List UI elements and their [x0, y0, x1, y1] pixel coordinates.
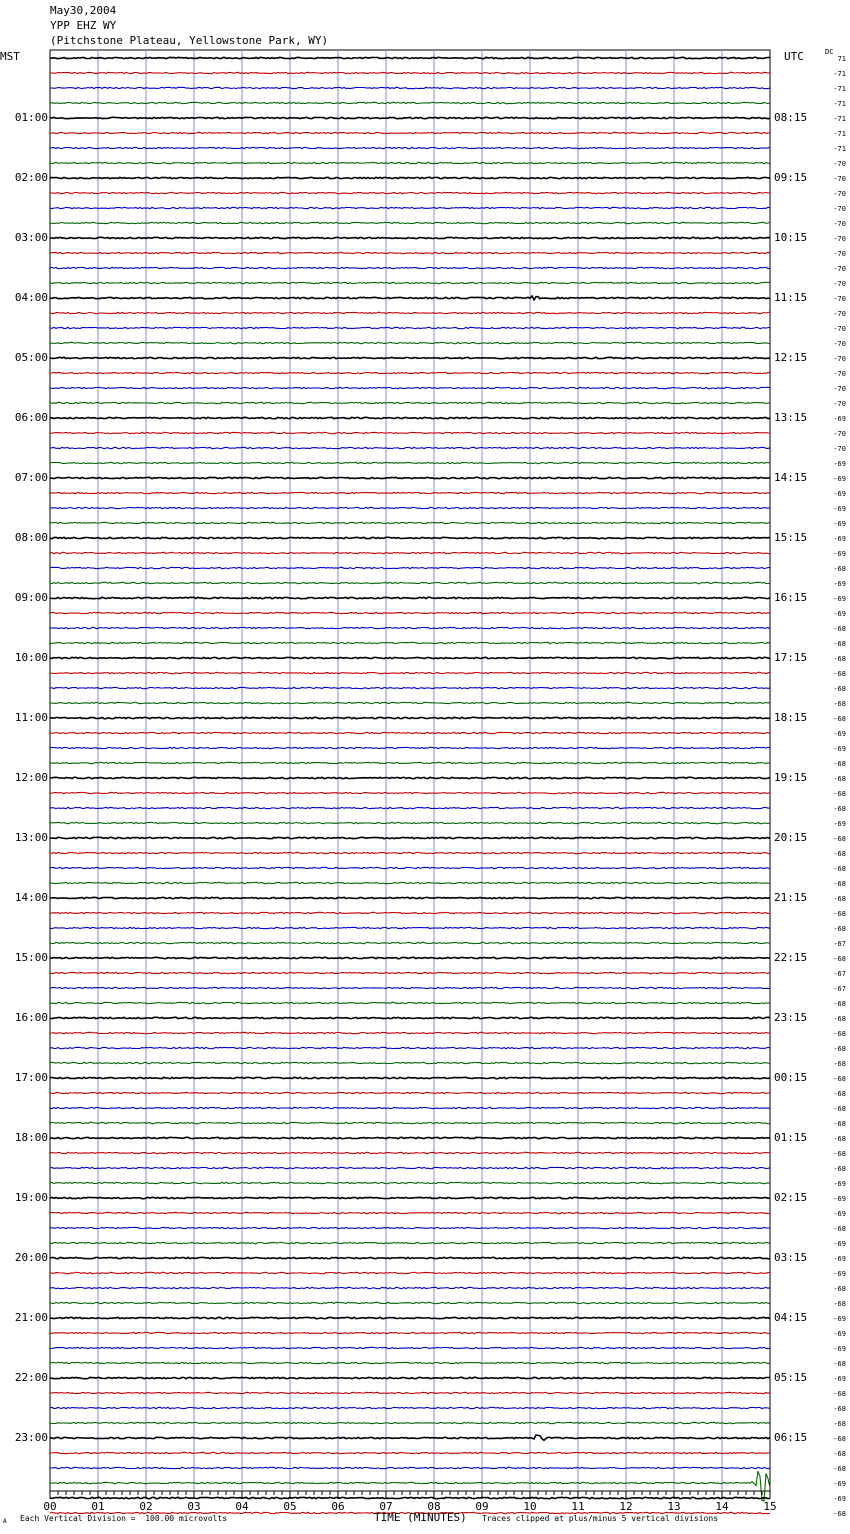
dc-offset-label: -68: [833, 1135, 846, 1143]
hour-label-right: 06:15: [774, 1431, 808, 1444]
location-label: (Pitchstone Plateau, Yellowstone Park, WY): [50, 34, 329, 47]
clip-note: Traces clipped at plus/minus 5 vertical divisions: [482, 1514, 719, 1523]
x-tick-label: 05: [283, 1500, 297, 1513]
seismic-trace: [50, 252, 770, 253]
seismic-trace: [50, 1407, 770, 1408]
hour-label-right: 22:15: [774, 951, 808, 964]
seismic-trace: [50, 1152, 770, 1153]
hour-label-left: 17:00: [14, 1071, 48, 1084]
x-tick-label: 10: [523, 1500, 537, 1513]
seismic-trace: [50, 537, 770, 538]
seismic-trace: [50, 1272, 770, 1273]
dc-offset-label: -68: [833, 1150, 846, 1158]
hour-label-right: 05:15: [774, 1371, 808, 1384]
dc-offset-label: -69: [833, 610, 846, 618]
seismic-trace: [50, 1122, 770, 1123]
hour-label-right: 19:15: [774, 771, 808, 784]
seismic-trace: [50, 372, 770, 373]
x-tick-label: 02: [139, 1500, 153, 1513]
seismic-trace: [50, 447, 770, 448]
dc-offset-label: -69: [833, 505, 846, 513]
seismic-trace: [50, 1137, 770, 1138]
dc-offset-label: -68: [833, 790, 846, 798]
seismic-trace: [50, 1377, 770, 1378]
seismic-trace: [50, 957, 770, 958]
dc-offset-label: -70: [833, 325, 846, 333]
hour-label-left: 12:00: [14, 771, 48, 784]
seismic-trace: [50, 1392, 770, 1393]
dc-offset-label: -69: [833, 580, 846, 588]
dc-offset-label: -69: [833, 820, 846, 828]
dc-offset-label: -68: [833, 1420, 846, 1428]
seismic-trace: [50, 1227, 770, 1228]
seismic-trace: [50, 1032, 770, 1033]
seismic-trace: [50, 417, 770, 418]
seismic-trace: [50, 1332, 770, 1333]
right-timezone-label: UTC: [784, 50, 804, 63]
hour-label-right: 03:15: [774, 1251, 808, 1264]
dc-offset-label: -69: [833, 1255, 846, 1263]
dc-offset-label: -70: [833, 190, 846, 198]
dc-offset-label: -67: [833, 970, 846, 978]
dc-offset-label: -70: [833, 250, 846, 258]
seismic-trace: [50, 1302, 770, 1303]
dc-offset-label: -70: [833, 355, 846, 363]
dc-offset-label: -68: [833, 955, 846, 963]
seismic-trace: [50, 342, 770, 343]
dc-offset-label: -70: [833, 160, 846, 168]
seismic-trace: [50, 117, 770, 118]
seismic-trace: [50, 642, 770, 643]
seismic-trace: [50, 1062, 770, 1063]
x-tick-label: 13: [667, 1500, 681, 1513]
seismic-trace: [50, 1422, 770, 1423]
hour-label-left: 06:00: [14, 411, 48, 424]
hour-label-right: 11:15: [774, 291, 808, 304]
hour-label-left: 08:00: [14, 531, 48, 544]
x-tick-label: 12: [619, 1500, 633, 1513]
dc-offset-label: -69: [833, 490, 846, 498]
hour-label-right: 10:15: [774, 231, 808, 244]
dc-offset-label: -69: [833, 520, 846, 528]
seismic-trace: [50, 627, 770, 628]
dc-offset-label: -68: [833, 685, 846, 693]
dc-offset-label: -69: [833, 730, 846, 738]
dc-offset-label: -70: [833, 220, 846, 228]
hour-label-left: 21:00: [14, 1311, 48, 1324]
seismic-trace: [50, 192, 770, 193]
dc-offset-label: -69: [833, 1480, 846, 1488]
dc-offset-label: -68: [833, 1030, 846, 1038]
seismic-trace: [50, 852, 770, 853]
dc-offset-label: -70: [833, 430, 846, 438]
seismic-trace: [50, 582, 770, 583]
x-tick-label: 04: [235, 1500, 249, 1513]
dc-offset-label: -68: [833, 1090, 846, 1098]
dc-offset-label: -68: [833, 760, 846, 768]
seismic-trace: [50, 612, 770, 613]
seismic-trace: [50, 402, 770, 403]
x-tick-label: 07: [379, 1500, 393, 1513]
seismic-trace: [50, 912, 770, 913]
dc-offset-label: -68: [833, 670, 846, 678]
dc-offset-label: -69: [833, 1315, 846, 1323]
seismic-trace: [50, 1077, 770, 1078]
hour-label-right: 18:15: [774, 711, 808, 724]
dc-offset-label: -71: [833, 115, 846, 123]
seismic-trace: [50, 1452, 770, 1453]
seismic-trace: [50, 552, 770, 553]
hour-label-left: 13:00: [14, 831, 48, 844]
seismic-trace: [50, 807, 770, 808]
dc-offset-label: -68: [833, 700, 846, 708]
dc-offset-label: -70: [833, 280, 846, 288]
seismic-trace: [50, 87, 770, 88]
dc-offset-label: -69: [833, 1330, 846, 1338]
seismic-trace: [50, 1347, 770, 1348]
dc-offset-label: -70: [833, 310, 846, 318]
dc-offset-label: -68: [833, 1405, 846, 1413]
seismic-trace: [50, 882, 770, 883]
dc-offset-label: -68: [833, 1225, 846, 1233]
seismic-trace: [50, 1197, 770, 1198]
dc-offset-label: -68: [833, 1060, 846, 1068]
dc-offset-label: -67: [833, 985, 846, 993]
seismic-trace: [50, 732, 770, 733]
dc-offset-label: -68: [833, 1015, 846, 1023]
seismic-trace: [50, 777, 770, 778]
hour-label-right: 01:15: [774, 1131, 808, 1144]
hour-label-right: 13:15: [774, 411, 808, 424]
dc-offset-label: -69: [833, 1240, 846, 1248]
seismic-trace: [50, 207, 770, 208]
x-tick-label: 08: [427, 1500, 441, 1513]
seismic-trace: [50, 942, 770, 943]
seismic-trace: [50, 867, 770, 868]
dc-offset-label: -68: [833, 565, 846, 573]
dc-offset-label: -70: [833, 370, 846, 378]
seismic-trace: [50, 687, 770, 688]
hour-label-right: 09:15: [774, 171, 808, 184]
seismic-trace: [50, 327, 770, 328]
dc-offset-label: -69: [833, 1180, 846, 1188]
left-timezone-label: MST: [0, 50, 20, 63]
seismic-trace: [50, 762, 770, 763]
hour-label-left: 14:00: [14, 891, 48, 904]
seismic-trace: [50, 822, 770, 823]
dc-offset-label: -68: [833, 1465, 846, 1473]
hour-label-left: 05:00: [14, 351, 48, 364]
dc-offset-label: -69: [833, 1195, 846, 1203]
hour-label-left: 11:00: [14, 711, 48, 724]
dc-offset-label: -68: [833, 1105, 846, 1113]
seismic-trace: [50, 222, 770, 223]
seismic-trace: [50, 597, 770, 598]
seismic-trace: [50, 72, 770, 73]
seismic-trace: [50, 792, 770, 793]
seismic-trace: [50, 102, 770, 103]
seismic-trace: [50, 492, 770, 493]
seismic-trace: [50, 1167, 770, 1168]
dc-offset-label: -70: [833, 445, 846, 453]
date-label: May30,2004: [50, 4, 117, 17]
dc-offset-label: -68: [833, 895, 846, 903]
hour-label-right: 14:15: [774, 471, 808, 484]
dc-offset-label: -68: [833, 910, 846, 918]
dc-header-label: DC: [825, 48, 834, 56]
hour-label-left: 10:00: [14, 651, 48, 664]
seismic-trace: [50, 1002, 770, 1003]
seismic-trace: [50, 747, 770, 748]
hour-label-right: 12:15: [774, 351, 808, 364]
seismic-trace: [50, 1107, 770, 1108]
dc-offset-label: -69: [833, 1345, 846, 1353]
seismic-trace: [50, 1317, 770, 1318]
dc-offset-label: -70: [833, 205, 846, 213]
hour-label-left: 20:00: [14, 1251, 48, 1264]
dc-offset-label: -70: [833, 340, 846, 348]
dc-offset-label: -68: [833, 1300, 846, 1308]
hour-label-left: 02:00: [14, 171, 48, 184]
seismic-trace: [50, 702, 770, 703]
seismic-trace: [50, 432, 770, 433]
seismic-trace: [50, 1182, 770, 1183]
dc-offset-label: -69: [833, 460, 846, 468]
x-tick-label: 15: [763, 1500, 777, 1513]
dc-offset-label: -69: [833, 550, 846, 558]
dc-offset-label: -68: [833, 925, 846, 933]
dc-offset-label: -71: [833, 130, 846, 138]
hour-label-right: 20:15: [774, 831, 808, 844]
dc-offset-label: -68: [833, 1120, 846, 1128]
dc-offset-label: -71: [833, 145, 846, 153]
x-tick-label: 00: [43, 1500, 57, 1513]
x-tick-label: 09: [475, 1500, 489, 1513]
dc-offset-label: -68: [833, 655, 846, 663]
x-axis-title: TIME (MINUTES): [374, 1511, 467, 1524]
seismic-trace: [50, 237, 770, 238]
dc-offset-label: -67: [833, 940, 846, 948]
x-tick-label: 14: [715, 1500, 729, 1513]
dc-offset-label: -70: [833, 175, 846, 183]
hour-label-right: 15:15: [774, 531, 808, 544]
dc-offset-label: -70: [833, 235, 846, 243]
seismic-trace: [50, 897, 770, 898]
seismic-trace: [50, 312, 770, 313]
dc-offset-label: -68: [833, 1450, 846, 1458]
seismic-trace: [50, 567, 770, 568]
dc-offset-label: -69: [833, 745, 846, 753]
seismic-trace: [50, 1497, 770, 1498]
dc-offset-label: -68: [833, 1285, 846, 1293]
dc-offset-label: -68: [833, 805, 846, 813]
seismic-trace: [50, 462, 770, 463]
hour-label-left: 16:00: [14, 1011, 48, 1024]
dc-offset-label: -68: [833, 880, 846, 888]
hour-label-left: 23:00: [14, 1431, 48, 1444]
seismic-trace: [50, 162, 770, 163]
dc-offset-label: -68: [833, 1075, 846, 1083]
dc-offset-label: -69: [833, 415, 846, 423]
seismic-trace: [50, 672, 770, 673]
hour-label-left: 19:00: [14, 1191, 48, 1204]
hour-label-left: 01:00: [14, 111, 48, 124]
dc-offset-label: -68: [833, 850, 846, 858]
seismic-trace: [50, 1287, 770, 1288]
seismic-trace: [50, 296, 770, 300]
dc-offset-label: -68: [833, 1510, 846, 1518]
station-label: YPP EHZ WY: [50, 19, 117, 32]
seismic-trace: [50, 1047, 770, 1048]
hour-label-left: 15:00: [14, 951, 48, 964]
hour-label-left: 07:00: [14, 471, 48, 484]
seismic-trace: [50, 1242, 770, 1243]
seismic-trace: [50, 1362, 770, 1363]
seismic-trace: [50, 132, 770, 133]
dc-offset-label: -68: [833, 775, 846, 783]
seismic-trace: [50, 267, 770, 268]
dc-offset-label: -69: [833, 475, 846, 483]
seismic-trace: [50, 477, 770, 478]
hour-label-right: 17:15: [774, 651, 808, 664]
dc-offset-label: -69: [833, 1270, 846, 1278]
seismic-trace: [50, 717, 770, 718]
seismic-trace: [50, 147, 770, 148]
hour-label-left: 18:00: [14, 1131, 48, 1144]
hour-label-right: 08:15: [774, 111, 808, 124]
hour-label-left: 22:00: [14, 1371, 48, 1384]
hour-label-right: 00:15: [774, 1071, 808, 1084]
dc-offset-label: -71: [833, 85, 846, 93]
x-tick-label: 01: [91, 1500, 105, 1513]
seismic-trace: [50, 1017, 770, 1018]
seismic-trace: [50, 657, 770, 658]
seismic-trace: [50, 387, 770, 388]
seismic-trace: [50, 927, 770, 928]
dc-offset-label: -68: [833, 1045, 846, 1053]
seismic-trace: [50, 177, 770, 178]
hour-label-right: 16:15: [774, 591, 808, 604]
dc-offset-label: -68: [833, 715, 846, 723]
seismic-trace: [50, 522, 770, 523]
seismic-trace: [50, 507, 770, 508]
seismic-trace: [50, 1471, 770, 1501]
dc-offset-label: -70: [833, 265, 846, 273]
dc-offset-label: -68: [833, 865, 846, 873]
x-tick-label: 11: [571, 1500, 585, 1513]
seismic-trace: [50, 1257, 770, 1258]
seismic-trace: [50, 357, 770, 358]
seismic-trace: [50, 987, 770, 988]
dc-offset-label: -68: [833, 1390, 846, 1398]
seismic-trace: [50, 57, 770, 58]
dc-offset-label: -69: [833, 1210, 846, 1218]
dc-offset-label: -70: [833, 295, 846, 303]
dc-offset-label: -69: [833, 595, 846, 603]
dc-offset-label: -70: [833, 385, 846, 393]
seismic-trace: [50, 1212, 770, 1213]
dc-offset-label: 71: [837, 55, 846, 63]
scale-note: Each Vertical Division = 100.00 microvolts: [20, 1514, 228, 1523]
hour-label-right: 23:15: [774, 1011, 808, 1024]
seismic-trace: [50, 282, 770, 283]
dc-offset-label: -69: [833, 535, 846, 543]
dc-offset-label: -68: [833, 640, 846, 648]
hour-label-left: 04:00: [14, 291, 48, 304]
hour-label-right: 02:15: [774, 1191, 808, 1204]
dc-offset-label: -68: [833, 1165, 846, 1173]
dc-offset-label: -71: [833, 100, 846, 108]
dc-offset-label: -68: [833, 835, 846, 843]
hour-label-right: 21:15: [774, 891, 808, 904]
hour-label-left: 09:00: [14, 591, 48, 604]
seismic-trace: [50, 1435, 770, 1440]
hour-label-right: 04:15: [774, 1311, 808, 1324]
dc-offset-label: -68: [833, 625, 846, 633]
dc-offset-label: -69: [833, 1375, 846, 1383]
dc-offset-label: -68: [833, 1435, 846, 1443]
x-tick-label: 03: [187, 1500, 201, 1513]
seismic-trace: [50, 972, 770, 973]
hour-label-left: 03:00: [14, 231, 48, 244]
dc-offset-label: -70: [833, 400, 846, 408]
plot-frame: [50, 50, 770, 1491]
dc-offset-label: -68: [833, 1360, 846, 1368]
dc-offset-label: -68: [833, 1000, 846, 1008]
dc-offset-label: -71: [833, 70, 846, 78]
x-tick-label: 06: [331, 1500, 345, 1513]
seismic-trace: [50, 1092, 770, 1093]
footer-mark: A: [3, 1518, 7, 1525]
seismic-trace: [50, 1467, 770, 1468]
dc-offset-label: -69: [833, 1495, 846, 1503]
seismic-trace: [50, 837, 770, 838]
